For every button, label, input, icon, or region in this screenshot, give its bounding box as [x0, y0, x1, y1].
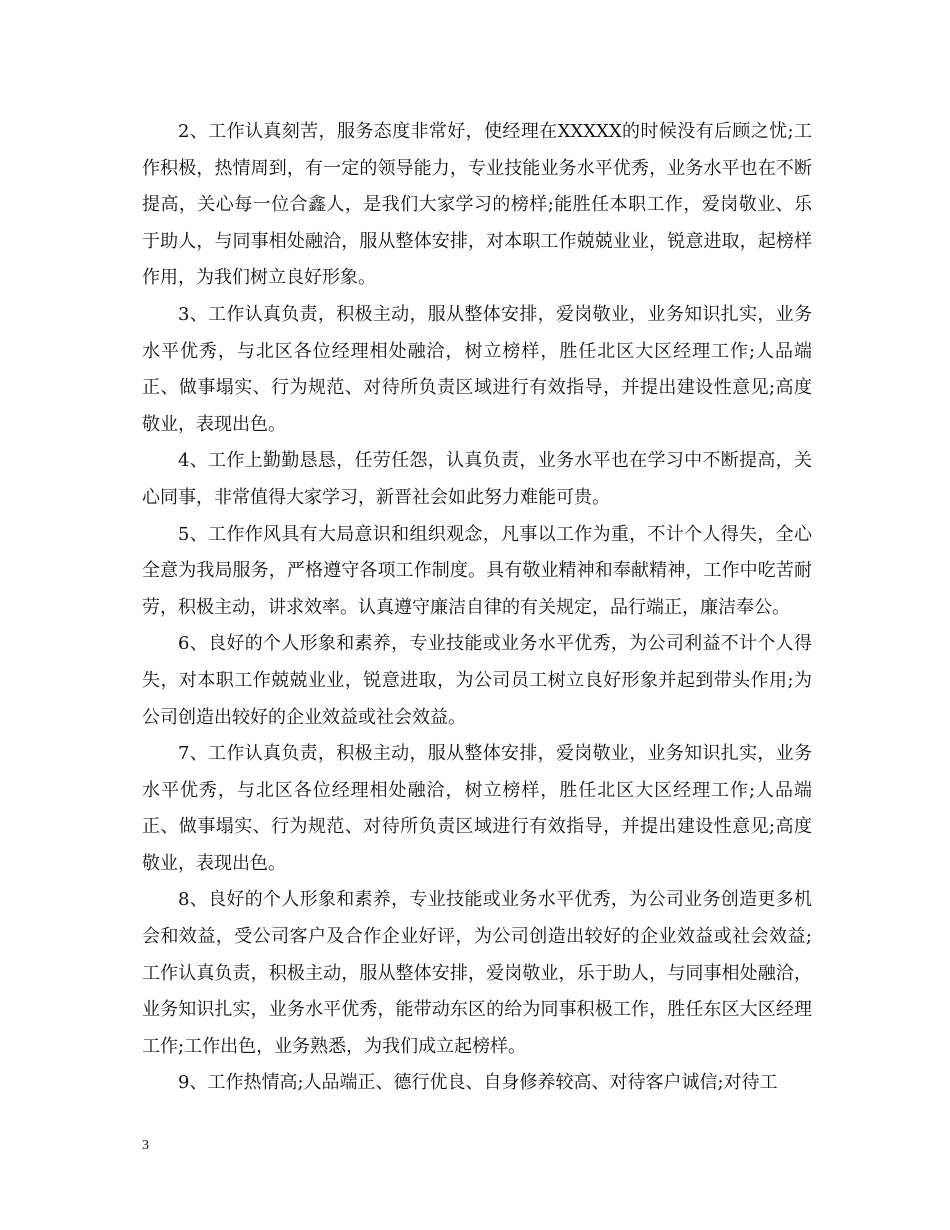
paragraph-4: 4、工作上勤勤恳恳，任劳任怨，认真负责，业务水平也在学习中不断提高，关心同事，非常值得大家学习，新晋社会如此努力难能可贵。 [142, 450, 812, 508]
paragraph-2: 2、工作认真刻苦，服务态度非常好，使经理在XXXXX的时候没有后顾之忧;工作积极，热情周到，有一定的领导能力，专业技能业务水平优秀，业务水平也在不断提高，关心每一位合鑫人，是我们大家学习的榜样;能胜任本职工作，爱岗敬业、乐于助人，与同事相处融洽，服从整体安排，对本职工作兢兢业业，锐意进取，起榜样作用，为我们树立良好形象。 [142, 121, 812, 289]
paragraph-6: 6、良好的个人形象和素养，专业技能或业务水平优秀，为公司利益不计个人得失，对本职工作兢兢业业，锐意进取，为公司员工树立良好形象并起到带头作用;为公司创造出较好的企业效益或社会效益。 [142, 633, 812, 728]
paragraph-3: 3、工作认真负责，积极主动，服从整体安排，爱岗敬业，业务知识扎实，业务水平优秀，与北区各位经理相处融洽，树立榜样，胜任北区大区经理工作;人品端正、做事塌实、行为规范、对待所负责区域进行有效指导，并提出建设性意见;高度敬业，表现出色。 [142, 303, 812, 435]
paragraph-9: 9、工作热情高;人品端正、德行优良、自身修养较高、对待客户诚信;对待工 [178, 1072, 778, 1094]
paragraph-7: 7、工作认真负责，积极主动，服从整体安排，爱岗敬业，业务知识扎实，业务水平优秀，与北区各位经理相处融洽，树立榜样，胜任北区大区经理工作;人品端正、做事塌实、行为规范、对待所负责区域进行有效指导，并提出建设性意见;高度敬业，表现出色。 [142, 743, 812, 874]
paragraph-8: 8、良好的个人形象和素养，专业技能或业务水平优秀，为公司业务创造更多机会和效益，受公司客户及合作企业好评，为公司创造出较好的企业效益或社会效益;工作认真负责，积极主动，服从整体安排，爱岗敬业，乐于助人，与同事相处融洽，业务知识扎实，业务水平优秀，能带动东区的给为同事积极工作，胜任东区大区经理工作;工作出色，业务熟悉，为我们成立起榜样。 [142, 889, 812, 1057]
document-body [142, 114, 812, 1102]
paragraph-5: 5、工作作风具有大局意识和组织观念，凡事以工作为重，不计个人得失，全心全意为我局服务，严格遵守各项工作制度。具有敬业精神和奉献精神，工作中吃苦耐劳，积极主动，讲求效率。认真遵守廉洁自律的有关规定，品行端正，廉洁奉公。 [142, 523, 812, 618]
page-number: 3 [142, 1138, 149, 1153]
